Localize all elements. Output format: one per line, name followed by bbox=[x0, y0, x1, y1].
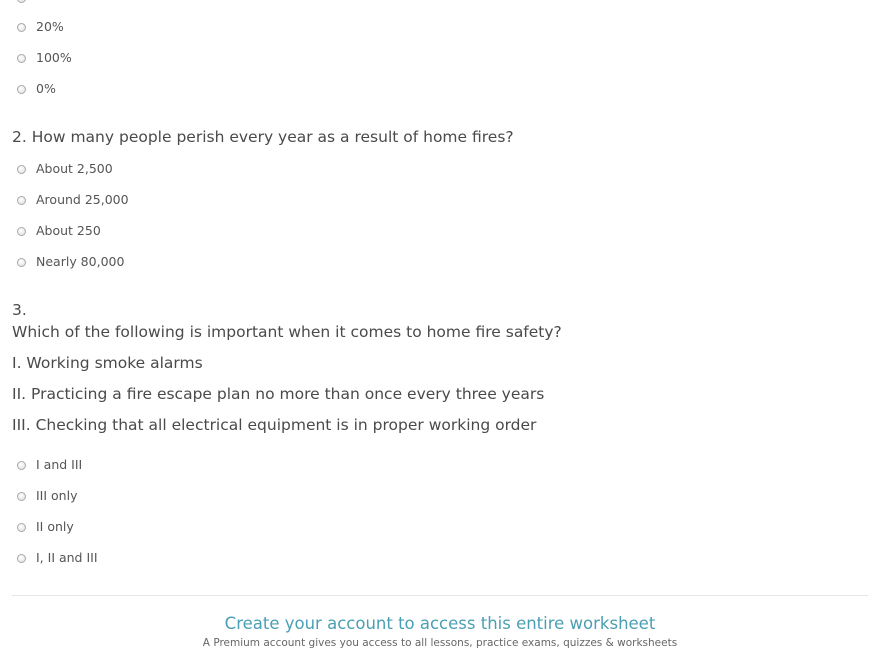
divider bbox=[12, 595, 868, 596]
option-label: Nearly 80,000 bbox=[36, 254, 125, 269]
option-label: 20% bbox=[36, 19, 64, 34]
question-2-title: 2. How many people perish every year as a result of home fires? bbox=[12, 128, 514, 146]
radio-button[interactable] bbox=[17, 492, 26, 501]
option-label: Around 25,000 bbox=[36, 192, 129, 207]
q3-option[interactable] bbox=[17, 486, 77, 506]
question-3-statement: I. Working smoke alarms bbox=[12, 354, 203, 372]
option-label: 0% bbox=[36, 81, 56, 96]
q1-option[interactable] bbox=[17, 79, 56, 99]
q2-option[interactable] bbox=[17, 252, 124, 272]
q3-option[interactable] bbox=[17, 455, 82, 475]
option-label: I, II and III bbox=[36, 550, 98, 565]
radio-button[interactable] bbox=[17, 461, 26, 470]
question-3-title: Which of the following is important when it comes to home fire safety? bbox=[12, 323, 562, 341]
question-3-statement: III. Checking that all electrical equipment is in proper working order bbox=[12, 416, 537, 434]
option-label: 100% bbox=[36, 50, 72, 65]
create-account-link[interactable]: Create your account to access this entire worksheet bbox=[224, 614, 656, 633]
radio-button[interactable] bbox=[17, 85, 26, 94]
option-label: About 2,500 bbox=[36, 161, 113, 176]
q3-option[interactable] bbox=[17, 517, 74, 537]
question-3-number: 3. bbox=[12, 301, 27, 319]
radio-button[interactable] bbox=[17, 523, 26, 532]
radio-button[interactable] bbox=[17, 0, 26, 3]
option-label: II only bbox=[36, 519, 74, 534]
radio-button[interactable] bbox=[17, 227, 26, 236]
q3-option[interactable] bbox=[17, 548, 98, 568]
q1-option[interactable] bbox=[17, 48, 72, 68]
answer-option-cutoff[interactable] bbox=[17, 0, 36, 8]
q2-option[interactable] bbox=[17, 159, 113, 179]
radio-button[interactable] bbox=[17, 554, 26, 563]
question-3-statement: II. Practicing a fire escape plan no more than once every three years bbox=[12, 385, 545, 403]
radio-button[interactable] bbox=[17, 258, 26, 267]
premium-account-note: A Premium account gives you access to all lessons, practice exams, quizzes & worksheets bbox=[202, 637, 678, 649]
q2-option[interactable] bbox=[17, 221, 101, 241]
option-label: I and III bbox=[36, 457, 83, 472]
radio-button[interactable] bbox=[17, 23, 26, 32]
option-label: About 250 bbox=[36, 223, 101, 238]
radio-button[interactable] bbox=[17, 54, 26, 63]
option-label: III only bbox=[36, 488, 78, 503]
q2-option[interactable] bbox=[17, 190, 129, 210]
radio-button[interactable] bbox=[17, 196, 26, 205]
radio-button[interactable] bbox=[17, 165, 26, 174]
q1-option[interactable] bbox=[17, 17, 64, 37]
